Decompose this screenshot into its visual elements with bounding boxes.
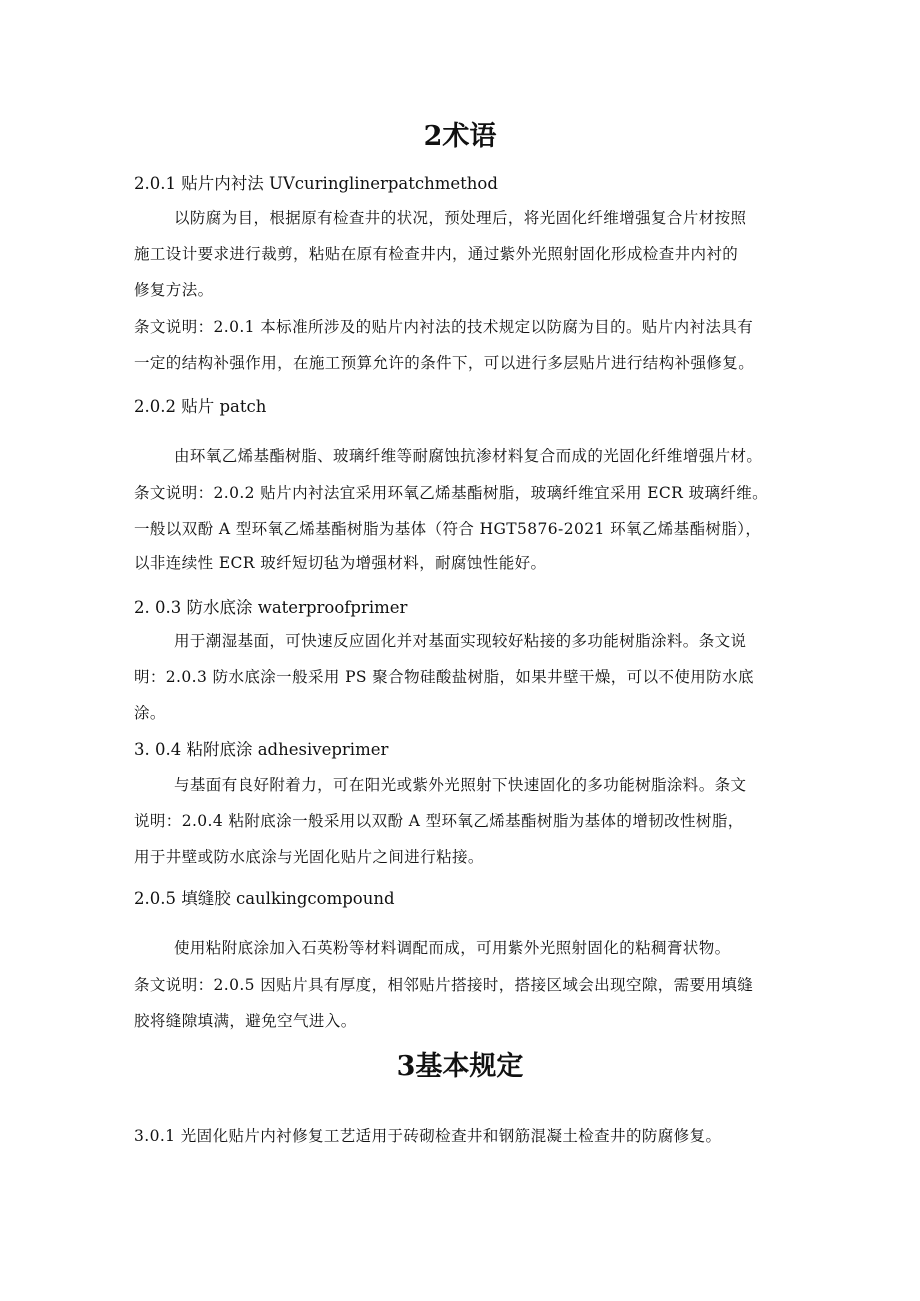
section-2-0-3-heading: 2. 0.3 防水底涂 waterproofprimer (134, 598, 408, 617)
section-2-0-2-body-line-1: 由环氧乙烯基酯树脂、玻璃纤维等耐腐蚀抗渗材料复合而成的光固化纤维增强片材。 (174, 447, 763, 465)
section-2-0-1-note-line-1: 条文说明：2.0.1 本标准所涉及的贴片内衬法的技术规定以防腐为目的。贴片内衬法具有 (134, 318, 754, 336)
section-2-0-2-heading: 2.0.2 贴片 patch (134, 397, 267, 416)
section-2-0-5-note-line-2: 胶将缝隙填满，避免空气进入。 (134, 1012, 357, 1030)
section-2-0-3-body-line-1: 用于潮湿基面，可快速反应固化并对基面实现较好粘接的多功能树脂涂料。条文说 (174, 632, 747, 650)
section-3-0-1-text: 3.0.1 光固化贴片内衬修复工艺适用于砖砌检查井和钢筋混凝土检查井的防腐修复。 (134, 1127, 722, 1145)
section-2-0-4-body-line-1: 与基面有良好附着力，可在阳光或紫外光照射下快速固化的多功能树脂涂料。条文 (174, 776, 747, 794)
section-2-0-1-body-line-1: 以防腐为目，根据原有检查井的状况，预处理后，将光固化纤维增强复合片材按照 (174, 209, 747, 227)
section-2-0-4-body-line-3: 用于井壁或防水底涂与光固化贴片之间进行粘接。 (134, 848, 484, 866)
section-2-0-1-body-line-3: 修复方法。 (134, 281, 214, 299)
chapter-3-title: 3基本规定 (396, 1051, 524, 1082)
section-2-0-2-note-line-3: 以非连续性 ECR 玻纤短切毡为增强材料，耐腐蚀性能好。 (134, 554, 547, 572)
section-2-0-4-body-line-2: 说明：2.0.4 粘附底涂一般采用以双酚 A 型环氧乙烯基酯树脂为基体的增韧改性树脂， (134, 812, 744, 830)
section-2-0-5-heading: 2.0.5 填缝胶 caulkingcompound (134, 889, 395, 908)
section-2-0-3-body-line-3: 涂。 (134, 704, 166, 722)
section-2-0-3-body-line-2: 明：2.0.3 防水底涂一般采用 PS 聚合物硅酸盐树脂，如果井壁干燥，可以不使用防水底 (134, 668, 754, 686)
chapter-2-title: 2术语 (423, 121, 497, 152)
section-2-0-2-note-line-1: 条文说明：2.0.2 贴片内衬法宜采用环氧乙烯基酯树脂，玻璃纤维宜采用 ECR 玻璃纤维。 (134, 484, 769, 502)
section-2-0-1-note-line-2: 一定的结构补强作用，在施工预算允许的条件下，可以进行多层贴片进行结构补强修复。 (134, 354, 755, 372)
section-2-0-1-body-line-2: 施工设计要求进行裁剪，粘贴在原有检查井内，通过紫外光照射固化形成检查井内衬的 (134, 245, 739, 263)
section-2-0-5-note-line-1: 条文说明：2.0.5 因贴片具有厚度，相邻贴片搭接时，搭接区域会出现空隙，需要用填缝 (134, 976, 754, 994)
section-2-0-2-note-line-2: 一般以双酚 A 型环氧乙烯基酯树脂为基体（符合 HGT5876-2021 环氧乙烯基酯树脂）， (134, 520, 762, 538)
section-2-0-4-heading: 3. 0.4 粘附底涂 adhesiveprimer (134, 740, 389, 759)
section-2-0-5-body-line-1: 使用粘附底涂加入石英粉等材料调配而成，可用紫外光照射固化的粘稠膏状物。 (174, 939, 731, 957)
section-2-0-1-heading: 2.0.1 贴片内衬法 UVcuringlinerpatchmethod (134, 174, 498, 193)
